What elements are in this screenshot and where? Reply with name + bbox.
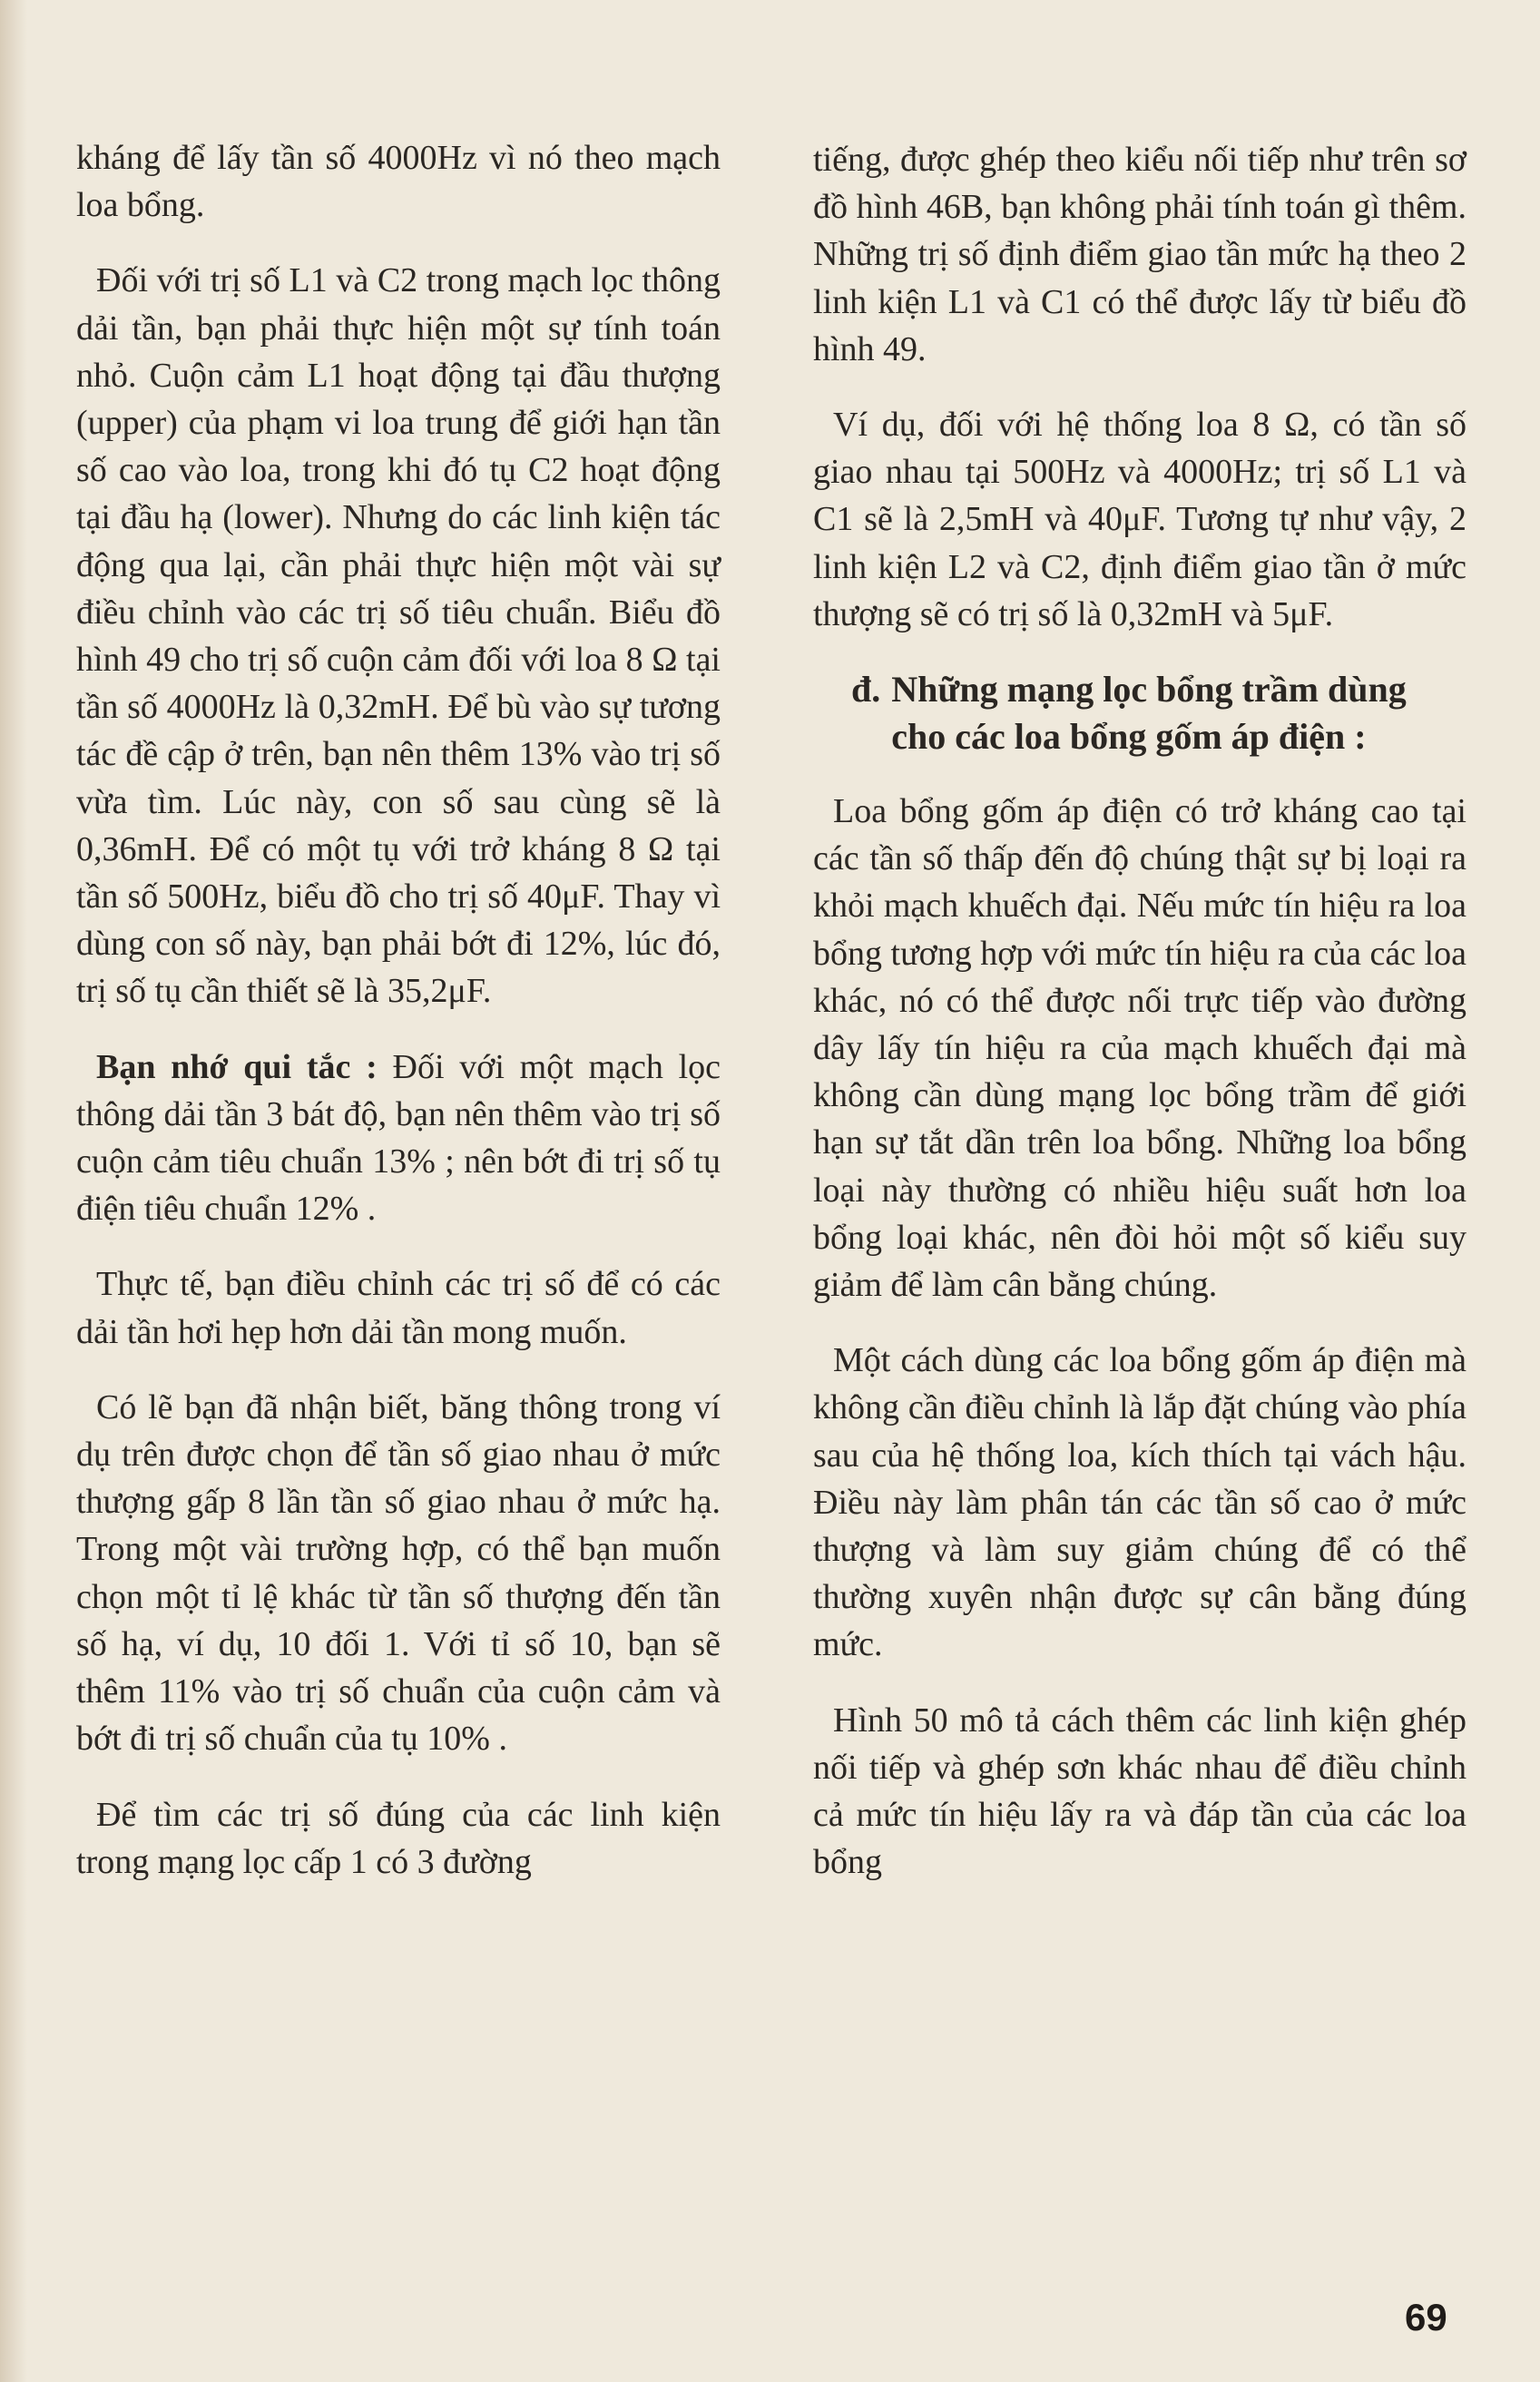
- paragraph: kháng để lấy tần số 4000Hz vì nó theo mạch loa bổng.: [76, 139, 721, 225]
- rule-text: Đối với một mạch lọc thông dải tần 3 bát độ, bạn nên thêm vào trị số cuộn cảm tiêu chuẩn 13% ; nên bớt đi trị số tụ điện tiêu chuẩn 12% .: [76, 1047, 721, 1229]
- right-column: [813, 136, 1466, 1915]
- rule-lead: Bạn nhớ qui tắc :: [96, 1047, 378, 1086]
- page-binding-shadow: [0, 0, 27, 2382]
- page-number: 69: [1405, 2296, 1447, 2338]
- left-column: [76, 134, 721, 1914]
- section-heading-label: đ.: [851, 669, 881, 711]
- rule-paragraph: [76, 1044, 721, 1233]
- section-heading: [851, 666, 1466, 760]
- paragraph: Một cách dùng các loa bổng gốm áp điện mà không cần điều chỉnh là lắp đặt chúng vào phía sau của hệ thống loa, kích thích tại vách hậu. Điều này làm phân tán các tần số cao ở mức thượng và làm suy giảm chúng để có thể thường xuyên nhận được sự cân bằng đúng mức.: [813, 1341, 1466, 1664]
- paragraph: Ví dụ, đối với hệ thống loa 8 Ω, có tần số giao nhau tại 500Hz và 4000Hz; trị số L1 và C1 sẽ là 2,5mH và 40μF. Tương tự như vậy, 2 linh kiện L2 và C2, định điểm giao tần ở mức thượng sẽ có trị số là 0,32mH và 5μF.: [813, 406, 1466, 633]
- paragraph: Hình 50 mô tả cách thêm các linh kiện ghép nối tiếp và ghép sơn khác nhau để điều chỉnh cả mức tín hiệu lấy ra và đáp tần của các loa bổng: [813, 1701, 1466, 1882]
- paragraph: Có lẽ bạn đã nhận biết, băng thông trong ví dụ trên được chọn để tần số giao nhau ở mức thượng gấp 8 lần tần số giao nhau ở mức hạ. Trong một vài trường hợp, có thể bạn muốn chọn một tỉ lệ khác từ tần số thượng đến tần số hạ, ví dụ, 10 đối 1. Với tỉ số 10, bạn sẽ thêm 11% vào trị số chuẩn của cuộn cảm và bớt đi trị số chuẩn của tụ 10% .: [76, 1387, 721, 1759]
- paragraph: Loa bổng gốm áp điện có trở kháng cao tại các tần số thấp đến độ chúng thật sự bị loại ra khỏi mạch khuếch đại. Nếu mức tín hiệu ra loa bổng tương hợp với mức tín hiệu ra của các loa khác, nó có thể được nối trực tiếp vào đường dây lấy tín hiệu ra của mạch khuếch đại mà không cần dùng mạng lọc bổng trầm để giới hạn sự tắt dần trên loa bổng. Những loa bổng loại này thường có nhiều hiệu suất hơn loa bổng loại khác, nên đòi hỏi một số kiểu suy giảm để làm cân bằng chúng.: [813, 792, 1466, 1305]
- section-heading-text: Những mạng lọc bổng trầm dùng cho các loa bổng gốm áp điện :: [891, 669, 1407, 758]
- paragraph: tiếng, được ghép theo kiểu nối tiếp như trên sơ đồ hình 46B, bạn không phải tính toán gì thêm. Những trị số định điểm giao tần mức hạ theo 2 linh kiện L1 và C1 có thể được lấy từ biểu đồ hình 49.: [813, 141, 1466, 368]
- paragraph: Để tìm các trị số đúng của các linh kiện trong mạng lọc cấp 1 có 3 đường: [76, 1795, 721, 1881]
- paragraph: Đối với trị số L1 và C2 trong mạch lọc thông dải tần, bạn phải thực hiện một sự tính toán nhỏ. Cuộn cảm L1 hoạt động tại đầu thượng (upper) của phạm vi loa trung để giới hạn tần số cao vào loa, trong khi đó tụ C2 hoạt động tại đầu hạ (lower). Nhưng do các linh kiện tác động qua lại, cần phải thực hiện một vài sự điều chỉnh vào các trị số tiêu chuẩn. Biểu đồ hình 49 cho trị số cuộn cảm đối với loa 8 Ω tại tần số 4000Hz là 0,32mH. Để bù vào sự tương tác đề cập ở trên, bạn nên thêm 13% vào trị số vừa tìm. Lúc này, con số sau cùng sẽ là 0,36mH. Để có một tụ với trở kháng 8 Ω tại tần số 500Hz, biểu đồ cho trị số 40μF. Thay vì dùng con số này, bạn phải bớt đi 12%, lúc đó, trị số tụ cần thiết sẽ là 35,2μF.: [76, 261, 721, 1011]
- paragraph: Thực tế, bạn điều chỉnh các trị số để có các dải tần hơi hẹp hơn dải tần mong muốn.: [76, 1265, 721, 1351]
